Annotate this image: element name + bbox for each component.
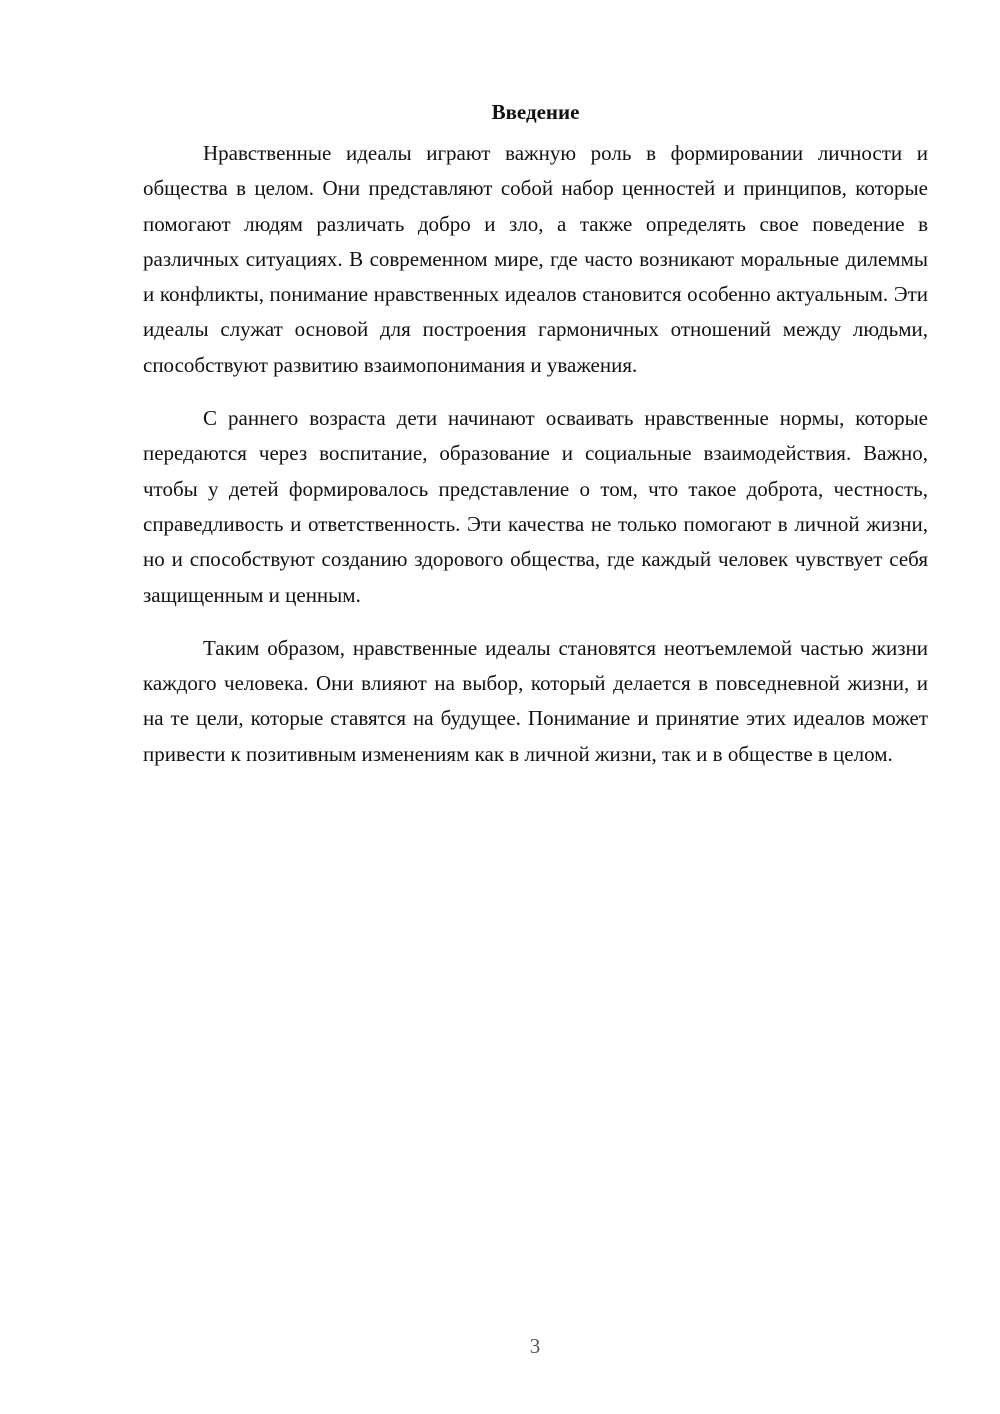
section-heading: Введение <box>491 100 580 124</box>
paragraph-2: С раннего возраста дети начинают осваивать нравственные нормы, которые передаются через воспитание, образование и социальные взаимодействия. Важно, чтобы у детей формировалось представление о том, что такое доброта, честность, справедливость и ответственность. Эти качества не только помогают в личной жизни, но и способствуют созданию здорового общества, где каждый человек чувствует себя защищенным и ценным. <box>143 406 928 607</box>
page-content <box>143 98 928 790</box>
page-number: 3 <box>529 1334 541 1358</box>
paragraph-1: Нравственные идеалы играют важную роль в формировании личности и общества в целом. Они представляют собой набор ценностей и принципов, которые помогают людям различать добро и зло, а также определять свое поведение в различных ситуациях. В современном мире, где часто возникают моральные дилеммы и конфликты, понимание нравственных идеалов становится особенно актуальным. Эти идеалы служат основой для построения гармоничных отношений между людьми, способствуют развитию взаимопонимания и уважения. <box>143 141 928 377</box>
paragraph-3: Таким образом, нравственные идеалы становятся неотъемлемой частью жизни каждого человека. Они влияют на выбор, который делается в повседневной жизни, и на те цели, которые ставятся на будущее. Понимание и принятие этих идеалов может привести к позитивным изменениям как в личной жизни, так и в обществе в целом. <box>143 635 928 766</box>
